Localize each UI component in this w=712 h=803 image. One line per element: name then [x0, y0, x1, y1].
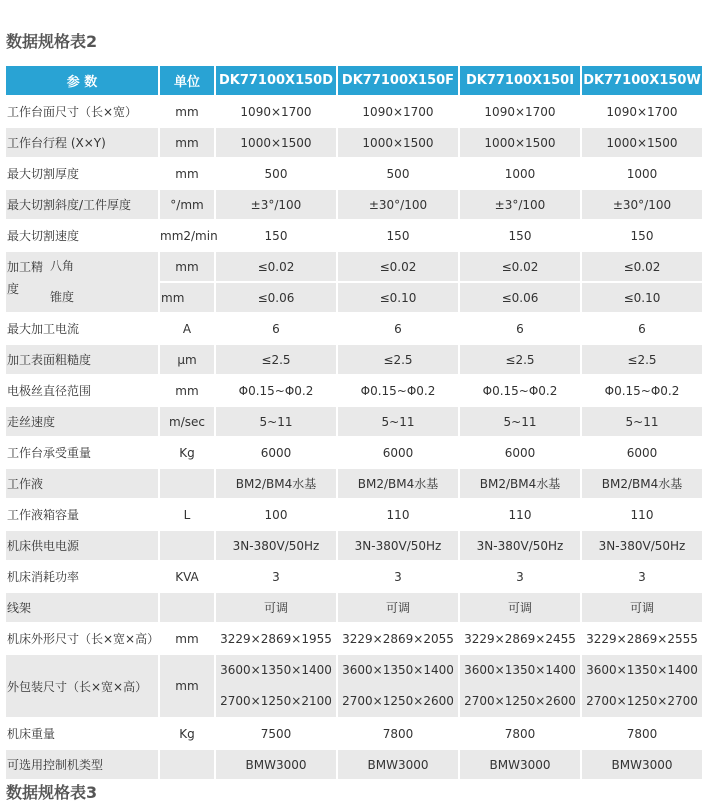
cell-value: 500 — [214, 157, 336, 188]
row-label: 线架 — [6, 591, 158, 622]
cell-value: ≤0.02 — [458, 250, 580, 281]
cell-value: 5~11 — [580, 405, 702, 436]
table-row — [6, 405, 702, 436]
cell-value: 1000×1500 — [214, 126, 336, 157]
table-row — [6, 498, 702, 529]
cell-value: 150 — [336, 219, 458, 250]
row-unit: μm — [158, 343, 214, 374]
cell-line: 3600×1350×1400 — [342, 663, 454, 677]
cell-value — [580, 653, 702, 717]
table-row — [6, 591, 702, 622]
row-unit: Kg — [158, 436, 214, 467]
row-unit: mm — [158, 95, 214, 126]
table-row — [6, 126, 702, 157]
table-row — [6, 529, 702, 560]
cell-value: 6000 — [214, 436, 336, 467]
table-row — [6, 560, 702, 591]
table-header-row — [6, 66, 702, 95]
cell-value: 3 — [580, 560, 702, 591]
cell-value: BM2/BM4水基 — [458, 467, 580, 498]
row-label: 工作液箱容量 — [6, 498, 158, 529]
row-unit: m/sec — [158, 405, 214, 436]
cell-value: 500 — [336, 157, 458, 188]
cell-value: BMW3000 — [580, 748, 702, 779]
cell-value: Φ0.15~Φ0.2 — [580, 374, 702, 405]
cell-line: 3600×1350×1400 — [464, 663, 576, 677]
cell-value: 1000 — [458, 157, 580, 188]
cell-value: 6000 — [458, 436, 580, 467]
table-row — [6, 748, 702, 779]
group-label: 加工精度 — [7, 260, 44, 296]
cell-value: Φ0.15~Φ0.2 — [336, 374, 458, 405]
table-row — [6, 157, 702, 188]
cell-value: Φ0.15~Φ0.2 — [458, 374, 580, 405]
cell-value: 5~11 — [336, 405, 458, 436]
cell-value: BMW3000 — [458, 748, 580, 779]
row-label: 走丝速度 — [6, 405, 158, 436]
table-row — [6, 717, 702, 748]
section-title-spec-2: 数据规格表2 — [6, 32, 98, 51]
cell-value: 可调 — [214, 591, 336, 622]
table-row — [6, 622, 702, 653]
cell-value: ±3°/100 — [458, 188, 580, 219]
cell-value: 7800 — [580, 717, 702, 748]
cell-value: 7500 — [214, 717, 336, 748]
table-row — [6, 312, 702, 343]
cell-value: BM2/BM4水基 — [580, 467, 702, 498]
cell-value: 6 — [458, 312, 580, 343]
cell-value: 110 — [580, 498, 702, 529]
cell-value: ≤2.5 — [214, 343, 336, 374]
row-label: 机床消耗功率 — [6, 560, 158, 591]
cell-value: 1090×1700 — [214, 95, 336, 126]
cell-value: ±30°/100 — [580, 188, 702, 219]
cell-value: 5~11 — [214, 405, 336, 436]
row-unit: A — [158, 312, 214, 343]
cell-value: 可调 — [458, 591, 580, 622]
section-title-spec-3: 数据规格表3 — [6, 783, 98, 802]
row-label: 工作液 — [6, 467, 158, 498]
row-unit: mm — [158, 374, 214, 405]
cell-value: ≤0.06 — [214, 281, 336, 312]
header-model: DK77100X150D — [214, 66, 336, 95]
header-model: DK77100X150I — [458, 66, 580, 95]
cell-value — [336, 653, 458, 717]
row-unit — [158, 748, 214, 779]
cell-value: 1090×1700 — [580, 95, 702, 126]
row-label: 机床外形尺寸（长×宽×高） — [6, 622, 158, 653]
row-label: 电极丝直径范围 — [6, 374, 158, 405]
row-unit: L — [158, 498, 214, 529]
table-row — [6, 188, 702, 219]
header-unit: 单位 — [158, 66, 214, 95]
row-label: 最大切割斜度/工件厚度 — [6, 188, 158, 219]
cell-value: 150 — [580, 219, 702, 250]
row-label: 可选用控制机类型 — [6, 748, 158, 779]
row-label: 最大切割速度 — [6, 219, 158, 250]
cell-value: 5~11 — [458, 405, 580, 436]
table-row — [6, 343, 702, 374]
cell-value: ±30°/100 — [336, 188, 458, 219]
cell-line: 2700×1250×2100 — [220, 694, 332, 708]
table-row — [6, 250, 702, 281]
row-unit: mm — [158, 157, 214, 188]
row-label: 工作台行程 (X×Y) — [6, 126, 158, 157]
cell-line: 2700×1250×2600 — [342, 694, 454, 708]
row-label: 工作台承受重量 — [6, 436, 158, 467]
table-row — [6, 436, 702, 467]
cell-value: 150 — [458, 219, 580, 250]
cell-value: ≤2.5 — [458, 343, 580, 374]
row-label: 机床重量 — [6, 717, 158, 748]
cell-value: ≤0.02 — [214, 250, 336, 281]
row-unit: mm — [158, 281, 214, 312]
row-unit — [158, 591, 214, 622]
cell-value: BM2/BM4水基 — [336, 467, 458, 498]
cell-value: BMW3000 — [214, 748, 336, 779]
row-unit: °/mm — [158, 188, 214, 219]
cell-value: 100 — [214, 498, 336, 529]
row-unit: KVA — [158, 560, 214, 591]
cell-value: ≤0.02 — [336, 250, 458, 281]
cell-value: 1000 — [580, 157, 702, 188]
cell-line: 3600×1350×1400 — [220, 663, 332, 677]
cell-value: BM2/BM4水基 — [214, 467, 336, 498]
header-model: DK77100X150W — [580, 66, 702, 95]
cell-value: Φ0.15~Φ0.2 — [214, 374, 336, 405]
cell-value: ≤0.10 — [336, 281, 458, 312]
cell-line: 2700×1250×2600 — [464, 694, 576, 708]
row-unit: mm — [158, 126, 214, 157]
cell-value: 6 — [336, 312, 458, 343]
cell-value: BMW3000 — [336, 748, 458, 779]
cell-value: 6 — [214, 312, 336, 343]
table-row — [6, 374, 702, 405]
cell-value: ≤0.10 — [580, 281, 702, 312]
cell-value: 110 — [458, 498, 580, 529]
row-unit: Kg — [158, 717, 214, 748]
row-unit — [158, 529, 214, 560]
row-label: 外包装尺寸（长×宽×高） — [6, 653, 158, 717]
cell-value: 150 — [214, 219, 336, 250]
cell-value: 3N-380V/50Hz — [458, 529, 580, 560]
cell-value: 3 — [336, 560, 458, 591]
cell-value: 3229×2869×2555 — [580, 622, 702, 653]
header-model: DK77100X150F — [336, 66, 458, 95]
cell-value: 3N-380V/50Hz — [336, 529, 458, 560]
cell-value: 6000 — [336, 436, 458, 467]
cell-value: 可调 — [336, 591, 458, 622]
cell-value: 7800 — [336, 717, 458, 748]
cell-value — [458, 653, 580, 717]
cell-value: 6000 — [580, 436, 702, 467]
cell-value: 3 — [214, 560, 336, 591]
cell-value: 1090×1700 — [336, 95, 458, 126]
table-row — [6, 219, 702, 250]
cell-value: 3229×2869×2055 — [336, 622, 458, 653]
cell-line: 3600×1350×1400 — [586, 663, 698, 677]
cell-value: ≤0.02 — [580, 250, 702, 281]
cell-value: 7800 — [458, 717, 580, 748]
cell-value: ≤2.5 — [580, 343, 702, 374]
cell-value: 3N-380V/50Hz — [580, 529, 702, 560]
table-row — [6, 95, 702, 126]
table-row — [6, 467, 702, 498]
row-unit: mm — [158, 250, 214, 281]
cell-value: 3N-380V/50Hz — [214, 529, 336, 560]
cell-value: 6 — [580, 312, 702, 343]
cell-value: ≤0.06 — [458, 281, 580, 312]
cell-value: 可调 — [580, 591, 702, 622]
row-unit — [158, 467, 214, 498]
cell-value: 3229×2869×2455 — [458, 622, 580, 653]
cell-value: 3 — [458, 560, 580, 591]
row-unit: mm — [158, 622, 214, 653]
row-label: 工作台面尺寸（长×宽） — [6, 95, 158, 126]
row-label: 最大加工电流 — [6, 312, 158, 343]
spec-table — [6, 66, 702, 779]
cell-value: 1000×1500 — [580, 126, 702, 157]
precision-group-cell — [6, 250, 158, 312]
cell-value: 1090×1700 — [458, 95, 580, 126]
cell-value — [214, 653, 336, 717]
table-row — [6, 653, 702, 717]
row-unit: mm — [158, 653, 214, 717]
header-param: 参 数 — [6, 66, 158, 95]
cell-value: ≤2.5 — [336, 343, 458, 374]
cell-value: 110 — [336, 498, 458, 529]
sub-row-label: 八角 — [50, 259, 75, 273]
cell-value: 1000×1500 — [458, 126, 580, 157]
cell-line: 2700×1250×2700 — [586, 694, 698, 708]
cell-value: ±3°/100 — [214, 188, 336, 219]
cell-value: 3229×2869×1955 — [214, 622, 336, 653]
sub-row-label: 锥度 — [50, 290, 75, 304]
row-label: 机床供电电源 — [6, 529, 158, 560]
row-unit: mm2/min — [158, 219, 214, 250]
cell-value: 1000×1500 — [336, 126, 458, 157]
row-label: 最大切割厚度 — [6, 157, 158, 188]
row-label: 加工表面粗糙度 — [6, 343, 158, 374]
